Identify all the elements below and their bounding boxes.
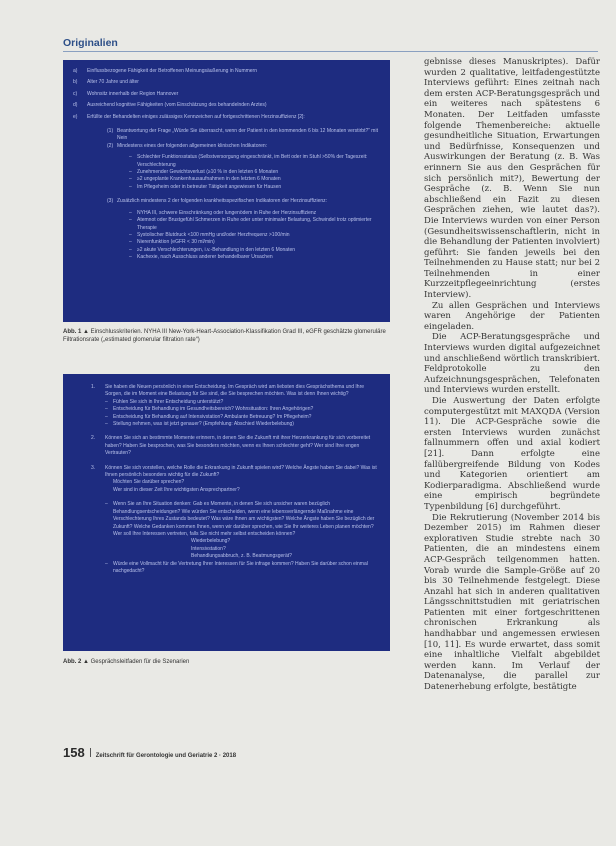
list-item: – Nierenfunktion (eGFR < 30 ml/min) bbox=[129, 239, 215, 246]
paragraph: Zu allen Gesprächen und Interviews waren Angehörige der Patienten eingeladen. bbox=[424, 300, 600, 332]
criterion-e: e) Erfüllte der Behandelten einiges zulässiges Kennzeichen auf fortgeschrittenen Herzinsuffizienz [2]: bbox=[73, 113, 305, 120]
paragraph: Die Rekrutierung (November 2014 bis Dezember 2015) im Rahmen dieser explorativen Studie strebte nach 30 Patienten, die an mindestens einem ACP-Gespräch teilgenommen hatten. Vorab wurde die Sample-Größe auf 20 bis 30 Teilnehmende festgelegt. Diese Anzahl hat sich in anderen qualitativen Längsschnittstudien mit geriatrischen Patienten mit einer fortgeschrittenen chronischen Erkrankung als handhabbar und angemessen erwiesen [10, 11]. Es wurde erwartet, dass somit eine inhaltliche Vielfalt abgebildet werden kann. Im Verlauf der Datenanalyse, die parallel zur Datenerhebung erfolgte, bestätigte bbox=[424, 512, 600, 693]
figure-2-box bbox=[63, 374, 390, 651]
criterion-b: b) Alter 70 Jahre und älter bbox=[73, 79, 139, 86]
sub-criterion-1: (1) Beantwortung der Frage „Würde Sie überrascht, wenn der Patient in den kommenden 6 bis 12 Monaten verstirbt?“ mit Nein bbox=[107, 128, 378, 142]
paragraph: gebnisse dieses Manuskriptes). Dafür wurden 2 qualitative, leitfadengestützte Interviews geführt: Eines zeitnah nach dem ersten ACP-Beratungsgespräch und ein weiteres nach spätestens 6 Monaten. Der Leitfaden umfasste folgende Themenbereiche: aktuelle gesundheitliche Situation, Erwartungen und Bedürfnisse, Konsequenzen und Auswirkungen der Beratung (z. B. Was erinnern Sie aus den Gesprächen für sich persönlich mit?), Bewertung der Gespräche (z. B. Wenn Sie nun abschließend ein Fazit zu diesen Gesprächen ziehen, wie lautet das?). Die Interviews wurden von einer Person (Gesundheitswissenschaftlerin, nicht in die Behandlung der Patienten involviert) geführt: Sie fanden jeweils bei den Teilnehmenden zu Hause statt; nur bei 2 Teilnehmenden in einer Kurzzeitpflegeeinrichtung (erstes Interview). bbox=[424, 57, 600, 301]
page-footer bbox=[63, 745, 236, 760]
list-item: – Kachexie, nach Ausschluss anderer behandelbarer Ursachen bbox=[129, 254, 273, 261]
list-item: – Fühlen Sie sich in Ihrer Entscheidung unterstützt? bbox=[105, 398, 224, 405]
list-item: – Schlechter Funktionsstatus (Selbstversorgung eingeschränkt, im Bett oder im Stuhl >50% der Tageszeit: Verschlechterung bbox=[129, 154, 368, 168]
question-2: 2. Können Sie sich an bestimmte Momente erinnern, in denen Sie die Zukunft mit ihrer Herzerkrankung für sich vorbereitet haben? Haben Sie besprochen, was Sie besonders möchten, wenn es Ihnen schlechter geht? Wer sind Ihre engen Vertrauten? bbox=[91, 435, 371, 457]
list-item: – Entscheidung für Behandlung auf Intensivstation? Ambulante Betreuung? Im Pflegeheim? bbox=[105, 413, 312, 420]
list-item: – ≥2 akute Verschlechterungen, i.v.-Behandlung in den letzten 6 Monaten bbox=[129, 246, 296, 253]
figure-1-caption: Abb. 1 ▲ Einschlusskriterien. NYHA III New-York-Heart-Association-Klassifikation Grad III, eGFR geschätzte glomeruläre Filtrationsrate („estimated glomerular filtration rate“) bbox=[63, 329, 386, 343]
list-item: Möchten Sie darüber sprechen? bbox=[113, 479, 185, 486]
sub-criterion-3: (3) Zusätzlich mindestens 2 der folgenden krankheitsspezifischen Indikatoren der Herzinsuffizienz: bbox=[107, 198, 328, 205]
list-item: Wiederbelebung? bbox=[191, 538, 231, 545]
question-4: – Wenn Sie an Ihre Situation denken: Gab es Momente, in denen Sie sich unsicher waren bezüglich Behandlungsentscheidungen? Wie würden Sie entscheiden, wenn eine lebensverlängernde Maßnahme eine Verschlechterung Ihres Zustands bedeutet? Was wäre Ihnen am wichtigsten? Welche Ängste haben Sie bezüglich der Zukunft? Welche Gedanken kommen Ihnen, wenn wir darüber sprechen, wie Sie Ihr weiteres Leben planen möchten? Wer soll Ihre Interessen vertreten, falls Sie nicht mehr selbst entscheiden können? bbox=[105, 501, 375, 537]
criterion-d: d) Ausreichend kognitive Fähigkeiten (vom Einschätzung des behandelnden Arztes) bbox=[73, 102, 267, 109]
body-text-column bbox=[424, 57, 600, 693]
list-item: – Würde eine Vollmacht für die Vertretung Ihrer Interessen für Sie infrage kommen? Haben Sie darüber schon einmal nachgedacht? bbox=[105, 560, 368, 574]
list-item: – ≥2 ungeplante Krankenhausaufnahmen in den letzten 6 Monaten bbox=[129, 176, 281, 183]
journal-name: Zeitschrift für Gerontologie und Geriatrie 2 · 2018 bbox=[95, 753, 237, 759]
list-item: – NYHA III, schwere Einschränkung oder lungenödem in Ruhe der Herzinsuffizienz bbox=[129, 209, 317, 216]
question-3: 3. Können Sie sich vorstellen, welche Rolle die Erkrankung in Zukunft spielen wird? Welche Ängste haben Sie dabei? Was ist Ihnen persönlich besonders wichtig für die Zukunft? bbox=[91, 464, 377, 479]
header-rule bbox=[63, 51, 598, 52]
list-item: Intensivstation? bbox=[191, 545, 226, 552]
footer-separator bbox=[90, 748, 91, 757]
list-item: Wer sind in dieser Zeit Ihre wichtigsten Ansprechpartner? bbox=[113, 486, 240, 493]
question-1: 1. Sie haben die Neuen persönlich in einer Entscheidung. Im Gespräch wird am liebsten dies Gesprächsthema und Ihre Sorgen, die im Moment eine Belastung für Sie sind, die Sie besprechen möchten. Was ist denn Ihnen wichtig? bbox=[91, 384, 365, 398]
list-item: Behandlungsabbruch, z. B. Beatmungsgerät? bbox=[191, 553, 292, 560]
list-item: – Systolischer Blutdruck <100 mmHg und/oder Herzfrequenz >100/min bbox=[129, 231, 290, 238]
list-item: – Entscheidung für Behandlung im Gesundheitsbereich? Wohnsituation: Ihren Angehörigen? bbox=[105, 406, 314, 413]
list-item: – Im Pflegeheim oder in betreuter Tätigkeit angewiesen für Hausen bbox=[129, 183, 282, 190]
figure-2-caption: Abb. 2 ▲ Gesprächsleitfaden für die Szenarien bbox=[63, 659, 190, 665]
paragraph: Die ACP-Beratungsgespräche und Interviews wurden digital aufgezeichnet und anschließend wörtlich transkribiert. Feldprotokolle zu den Aufzeichnungsgesprächen, Telefonaten und Interviews wurden erstellt. bbox=[424, 332, 600, 396]
page-number: 158 bbox=[63, 745, 85, 760]
list-item: – Atemnot oder Brustgefühl Schmerzen in Ruhe oder unter minimaler Belastung, Schwindel trotz optimierter Therapie bbox=[129, 217, 372, 231]
list-item: – Stellung nehmen, was ist jetzt genauer? (Empfehlung: Abschied Wiederbelebung) bbox=[105, 421, 294, 428]
criterion-c: c) Wohnsitz innerhalb der Region Hannover bbox=[73, 90, 179, 97]
section-label: Originalien bbox=[63, 37, 118, 49]
paragraph: Die Auswertung der Daten erfolgte computergestützt mit MAXQDA (Version 11). Die ACP-Gespräche sowie die ersten Interviews wurden zunächst fallnummern offen und axial kodiert [21]. Dann erfolgte eine fallübergreifende Bildung von Kodes und Kategorien orientiert am Kodierparadigma. Abschließend wurde eine empirisch begründete Typenbildung [6] durchgeführt. bbox=[424, 396, 600, 512]
list-item: – Zunehmender Gewichtsverlust (≥10 % in den letzten 6 Monaten bbox=[129, 169, 279, 176]
figure-1-box bbox=[63, 60, 390, 322]
sub-criterion-2: (2) Mindestens eines der folgenden allgemeinen klinischen Indikatoren: bbox=[107, 142, 268, 149]
criterion-a: a) Einflussbezogene Fähigkeit der Betroffenen Meinungsäußerung in Nummern bbox=[73, 68, 258, 74]
